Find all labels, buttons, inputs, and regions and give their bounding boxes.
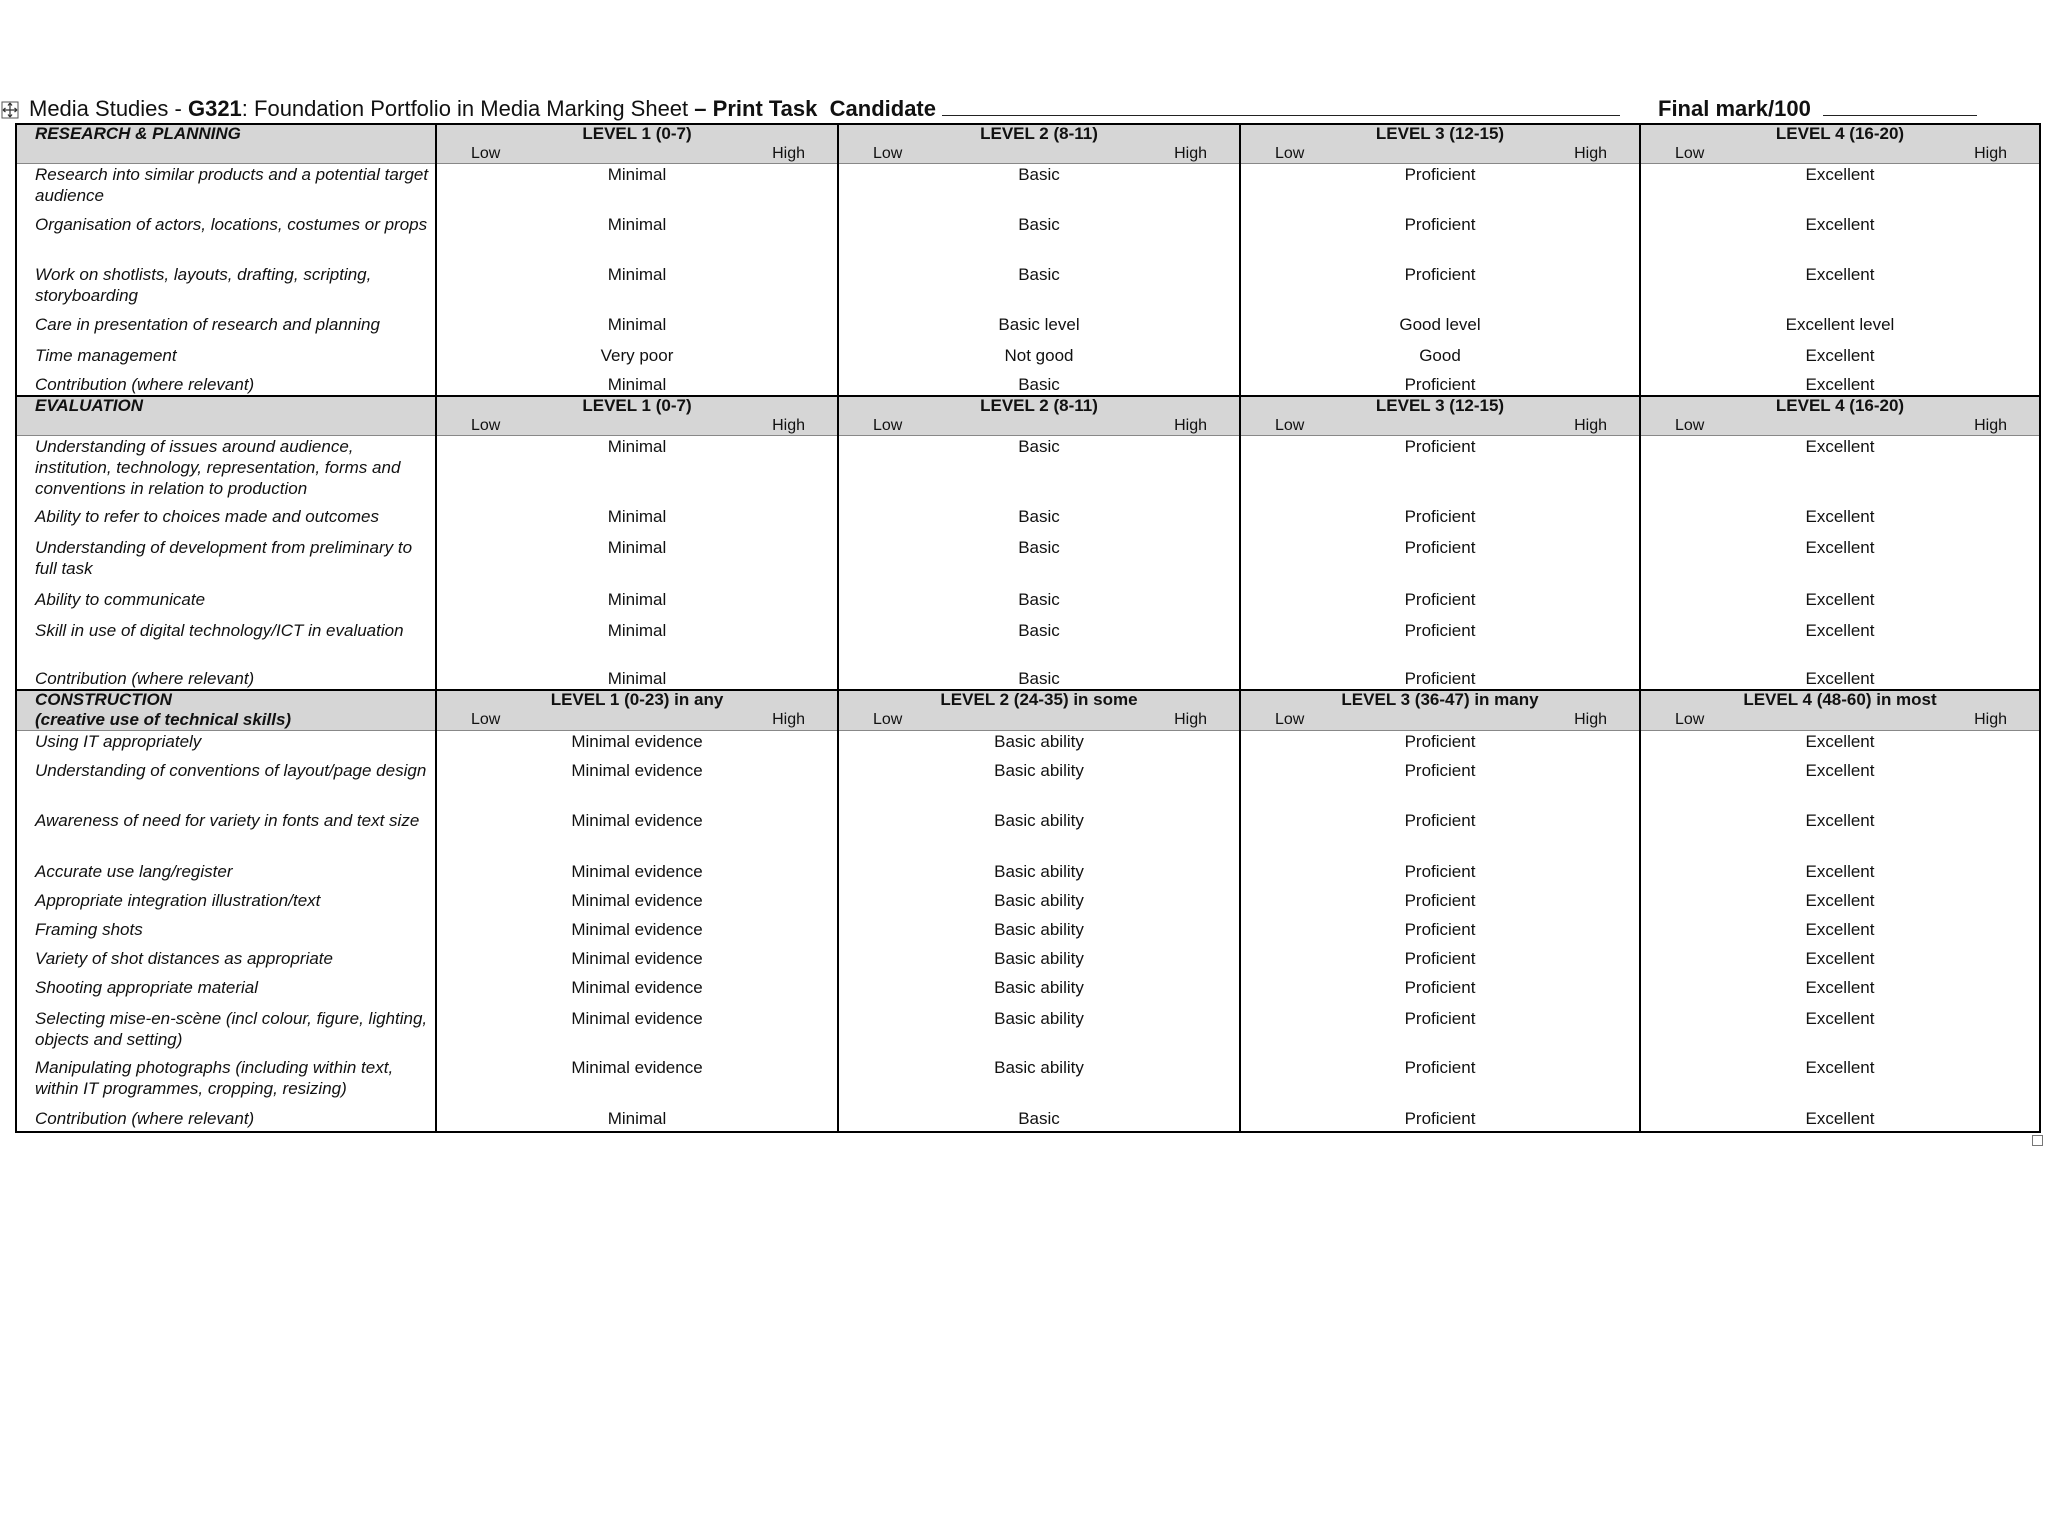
criterion-label: Awareness of need for variety in fonts and text size — [16, 810, 436, 861]
criterion-row — [16, 164, 2040, 214]
level-descriptor-cell[interactable]: Excellent — [1640, 861, 2040, 890]
title-task: Print Task — [712, 96, 818, 121]
level-descriptor-cell[interactable]: Excellent — [1640, 264, 2040, 314]
level-descriptor-cell[interactable]: Basic — [838, 620, 1240, 668]
criterion-label: Contribution (where relevant) — [16, 668, 436, 690]
low-label: Low — [873, 416, 903, 434]
level-descriptor-cell[interactable]: Minimal — [436, 374, 838, 396]
level-descriptor-cell[interactable]: Very poor — [436, 345, 838, 374]
level-descriptor-cell[interactable]: Excellent — [1640, 374, 2040, 396]
criterion-label: Accurate use lang/register — [16, 861, 436, 890]
high-label: High — [772, 711, 805, 728]
level-descriptor-cell[interactable]: Basic ability — [838, 890, 1240, 919]
level-descriptor-cell[interactable]: Minimal evidence — [436, 861, 838, 890]
final-mark-label: Final mark/100 — [1658, 96, 1811, 121]
level-descriptor-cell[interactable]: Minimal evidence — [436, 731, 838, 760]
level-descriptor-cell[interactable]: Excellent — [1640, 760, 2040, 810]
low-label: Low — [873, 711, 903, 728]
criterion-row — [16, 668, 2040, 690]
criterion-row — [16, 214, 2040, 264]
level-descriptor-cell[interactable]: Excellent — [1640, 1008, 2040, 1057]
level-header-cell — [838, 690, 1240, 731]
level-descriptor-cell[interactable]: Good level — [1240, 314, 1640, 345]
level-descriptor-cell[interactable]: Good — [1240, 345, 1640, 374]
level-descriptor-cell[interactable]: Minimal — [436, 668, 838, 690]
level-descriptor-cell[interactable]: Minimal evidence — [436, 919, 838, 948]
level-descriptor-cell[interactable]: Basic — [838, 264, 1240, 314]
level-header-cell — [1240, 690, 1640, 731]
level-descriptor-cell[interactable]: Proficient — [1240, 506, 1640, 537]
level-descriptor-cell[interactable]: Excellent — [1640, 620, 2040, 668]
level-descriptor-cell[interactable]: Minimal — [436, 264, 838, 314]
level-descriptor-cell[interactable]: Proficient — [1240, 435, 1640, 506]
level-descriptor-cell[interactable]: Minimal — [436, 620, 838, 668]
section-header-row — [16, 124, 2040, 164]
level-header-cell — [436, 690, 838, 731]
level-descriptor-cell[interactable]: Minimal evidence — [436, 1057, 838, 1108]
level-descriptor-cell[interactable]: Minimal — [436, 214, 838, 264]
criterion-label: Care in presentation of research and planning — [16, 314, 436, 345]
high-label: High — [1174, 145, 1207, 162]
level-descriptor-cell[interactable]: Proficient — [1240, 374, 1640, 396]
level-header-cell — [1640, 690, 2040, 731]
level-title: LEVEL 3 (36-47) in many — [1341, 690, 1539, 709]
final-mark — [1658, 96, 1977, 122]
high-label: High — [1574, 711, 1607, 728]
level-title: LEVEL 4 (16-20) — [1775, 124, 1905, 143]
criterion-label: Work on shotlists, layouts, drafting, scripting, storyboarding — [16, 264, 436, 314]
level-descriptor-cell[interactable]: Excellent — [1640, 345, 2040, 374]
level-descriptor-cell[interactable]: Excellent — [1640, 164, 2040, 214]
level-descriptor-cell[interactable]: Basic — [838, 164, 1240, 214]
title-code: G321 — [187, 96, 242, 121]
low-label: Low — [471, 711, 501, 728]
criterion-row — [16, 506, 2040, 537]
section-header-row — [16, 396, 2040, 436]
level-descriptor-cell[interactable]: Proficient — [1240, 264, 1640, 314]
level-header-cell — [1640, 124, 2040, 164]
level-title: LEVEL 2 (8-11) — [980, 395, 1098, 415]
high-label: High — [772, 416, 805, 434]
level-descriptor-cell[interactable]: Proficient — [1240, 948, 1640, 977]
level-descriptor-cell[interactable]: Basic ability — [838, 1008, 1240, 1057]
level-descriptor-cell[interactable]: Excellent — [1640, 435, 2040, 506]
level-descriptor-cell[interactable]: Proficient — [1240, 537, 1640, 589]
level-header-cell — [436, 396, 838, 436]
level-header-cell — [1240, 124, 1640, 164]
criterion-label: Contribution (where relevant) — [16, 374, 436, 396]
high-label: High — [1974, 711, 2007, 728]
level-descriptor-cell[interactable]: Minimal — [436, 314, 838, 345]
candidate-name-line[interactable] — [942, 97, 1620, 116]
low-label: Low — [1675, 145, 1705, 162]
criterion-row — [16, 919, 2040, 948]
criterion-row — [16, 620, 2040, 668]
criterion-label: Shooting appropriate material — [16, 977, 436, 1008]
level-header-cell — [1240, 396, 1640, 436]
criterion-row — [16, 264, 2040, 314]
low-label: Low — [471, 416, 501, 434]
criterion-row — [16, 760, 2040, 810]
criterion-label: Understanding of issues around audience, institution, technology, representation, forms and conventions in relation to production — [16, 435, 436, 506]
criterion-label: Contribution (where relevant) — [16, 1108, 436, 1132]
level-title: LEVEL 4 (16-20) — [1775, 395, 1905, 415]
level-descriptor-cell[interactable]: Minimal — [436, 506, 838, 537]
criterion-label: Selecting mise-en-scène (incl colour, figure, lighting, objects and setting) — [16, 1008, 436, 1057]
level-title: LEVEL 2 (8-11) — [980, 124, 1098, 143]
level-descriptor-cell[interactable]: Proficient — [1240, 1057, 1640, 1108]
criterion-row — [16, 1057, 2040, 1108]
level-descriptor-cell[interactable]: Basic ability — [838, 948, 1240, 977]
level-descriptor-cell[interactable]: Basic ability — [838, 977, 1240, 1008]
criterion-row — [16, 890, 2040, 919]
level-descriptor-cell[interactable]: Proficient — [1240, 620, 1640, 668]
level-descriptor-cell[interactable]: Minimal — [436, 1108, 838, 1132]
section-title-cell — [16, 690, 436, 731]
candidate-label: Candidate — [829, 96, 936, 121]
low-label: Low — [1275, 711, 1305, 728]
level-header-cell — [1640, 396, 2040, 436]
level-descriptor-cell[interactable]: Basic level — [838, 314, 1240, 345]
document-title-line — [0, 96, 2048, 122]
criterion-row — [16, 731, 2040, 760]
level-descriptor-cell[interactable]: Minimal evidence — [436, 1008, 838, 1057]
level-descriptor-cell[interactable]: Excellent — [1640, 1108, 2040, 1132]
level-descriptor-cell[interactable]: Minimal evidence — [436, 810, 838, 861]
level-title: LEVEL 3 (12-15) — [1375, 124, 1505, 143]
level-descriptor-cell[interactable]: Excellent — [1640, 948, 2040, 977]
level-descriptor-cell[interactable]: Basic — [838, 589, 1240, 620]
level-header-cell — [838, 124, 1240, 164]
level-descriptor-cell[interactable]: Minimal — [436, 589, 838, 620]
criterion-label: Appropriate integration illustration/text — [16, 890, 436, 919]
level-descriptor-cell[interactable]: Basic — [838, 374, 1240, 396]
criterion-row — [16, 1008, 2040, 1057]
criterion-row — [16, 861, 2040, 890]
level-header-cell — [436, 124, 838, 164]
criterion-label: Research into similar products and a potential target audience — [16, 164, 436, 214]
level-descriptor-cell[interactable]: Minimal — [436, 164, 838, 214]
level-descriptor-cell[interactable]: Excellent — [1640, 589, 2040, 620]
low-label: Low — [1675, 711, 1705, 728]
level-descriptor-cell[interactable]: Excellent — [1640, 537, 2040, 589]
criterion-row — [16, 948, 2040, 977]
level-descriptor-cell[interactable]: Proficient — [1240, 668, 1640, 690]
level-title: LEVEL 1 (0-23) in any — [550, 690, 724, 709]
level-descriptor-cell[interactable]: Proficient — [1240, 731, 1640, 760]
level-descriptor-cell[interactable]: Excellent — [1640, 919, 2040, 948]
level-descriptor-cell[interactable]: Proficient — [1240, 589, 1640, 620]
criterion-label: Understanding of development from preliminary to full task — [16, 537, 436, 589]
high-label: High — [1574, 145, 1607, 162]
level-descriptor-cell[interactable]: Excellent — [1640, 731, 2040, 760]
level-descriptor-cell[interactable]: Minimal evidence — [436, 948, 838, 977]
section-title-cell — [16, 396, 436, 436]
criterion-row — [16, 589, 2040, 620]
level-descriptor-cell[interactable]: Basic — [838, 214, 1240, 264]
level-title: LEVEL 4 (48-60) in most — [1743, 690, 1937, 709]
section-title-cell — [16, 124, 436, 164]
criterion-label: Ability to refer to choices made and outcomes — [16, 506, 436, 537]
level-title: LEVEL 1 (0-7) — [582, 395, 692, 415]
low-label: Low — [1675, 416, 1705, 434]
level-title: LEVEL 3 (12-15) — [1375, 395, 1505, 415]
level-descriptor-cell[interactable]: Proficient — [1240, 861, 1640, 890]
low-label: Low — [1275, 145, 1305, 162]
level-descriptor-cell[interactable]: Proficient — [1240, 919, 1640, 948]
criterion-label: Skill in use of digital technology/ICT in evaluation — [16, 620, 436, 668]
level-descriptor-cell[interactable]: Proficient — [1240, 810, 1640, 861]
level-descriptor-cell[interactable]: Basic ability — [838, 731, 1240, 760]
level-descriptor-cell[interactable]: Excellent — [1640, 506, 2040, 537]
level-descriptor-cell[interactable]: Proficient — [1240, 1108, 1640, 1132]
level-descriptor-cell[interactable]: Proficient — [1240, 890, 1640, 919]
criterion-row — [16, 314, 2040, 345]
high-label: High — [1174, 416, 1207, 434]
level-descriptor-cell[interactable]: Minimal evidence — [436, 890, 838, 919]
criterion-row — [16, 977, 2040, 1008]
level-descriptor-cell[interactable]: Basic ability — [838, 760, 1240, 810]
title-subject: Media Studies - — [29, 96, 188, 121]
high-label: High — [772, 145, 805, 162]
section-title: RESEARCH & PLANNING — [35, 124, 241, 143]
marking-sheet-table — [15, 123, 2041, 1133]
criterion-label: Time management — [16, 345, 436, 374]
level-descriptor-cell[interactable]: Excellent — [1640, 810, 2040, 861]
level-descriptor-cell[interactable]: Basic — [838, 435, 1240, 506]
criterion-row — [16, 810, 2040, 861]
level-descriptor-cell[interactable]: Proficient — [1240, 1008, 1640, 1057]
level-descriptor-cell[interactable]: Proficient — [1240, 977, 1640, 1008]
level-descriptor-cell[interactable]: Basic — [838, 506, 1240, 537]
level-descriptor-cell[interactable]: Minimal — [436, 537, 838, 589]
table-resize-handle[interactable] — [2032, 1135, 2043, 1146]
level-descriptor-cell[interactable]: Basic ability — [838, 919, 1240, 948]
criterion-label: Variety of shot distances as appropriate — [16, 948, 436, 977]
low-label: Low — [471, 145, 501, 162]
sheet-title — [29, 96, 1620, 122]
level-descriptor-cell[interactable]: Minimal evidence — [436, 760, 838, 810]
level-descriptor-cell[interactable]: Basic ability — [838, 861, 1240, 890]
low-label: Low — [873, 145, 903, 162]
high-label: High — [1974, 145, 2007, 162]
level-descriptor-cell[interactable]: Basic ability — [838, 1057, 1240, 1108]
criterion-label: Manipulating photographs (including within text, within IT programmes, cropping, resizing) — [16, 1057, 436, 1108]
level-descriptor-cell[interactable]: Basic — [838, 537, 1240, 589]
level-header-cell — [838, 396, 1240, 436]
level-descriptor-cell[interactable]: Not good — [838, 345, 1240, 374]
criterion-row — [16, 537, 2040, 589]
final-mark-line[interactable] — [1823, 97, 1977, 116]
criterion-row — [16, 1108, 2040, 1132]
level-descriptor-cell[interactable]: Proficient — [1240, 760, 1640, 810]
level-descriptor-cell[interactable]: Basic — [838, 668, 1240, 690]
level-descriptor-cell[interactable]: Minimal — [436, 435, 838, 506]
criterion-row — [16, 374, 2040, 396]
level-descriptor-cell[interactable]: Excellent — [1640, 890, 2040, 919]
section-title: EVALUATION — [35, 395, 143, 415]
low-label: Low — [1275, 416, 1305, 434]
section-title: CONSTRUCTION — [35, 690, 172, 709]
high-label: High — [1174, 711, 1207, 728]
criterion-label: Framing shots — [16, 919, 436, 948]
high-label: High — [1974, 416, 2007, 434]
level-descriptor-cell[interactable]: Excellent — [1640, 668, 2040, 690]
level-descriptor-cell[interactable]: Excellent — [1640, 1057, 2040, 1108]
level-descriptor-cell[interactable]: Minimal evidence — [436, 977, 838, 1008]
criterion-label: Organisation of actors, locations, costumes or props — [16, 214, 436, 264]
criterion-row — [16, 345, 2040, 374]
high-label: High — [1574, 416, 1607, 434]
level-descriptor-cell[interactable]: Excellent level — [1640, 314, 2040, 345]
criterion-row — [16, 435, 2040, 506]
title-description: : Foundation Portfolio in Media Marking Sheet — [241, 96, 689, 121]
level-title: LEVEL 1 (0-7) — [582, 124, 692, 143]
level-descriptor-cell[interactable]: Proficient — [1240, 164, 1640, 214]
title-dash: – — [694, 96, 707, 121]
criterion-label: Ability to communicate — [16, 589, 436, 620]
table-move-handle-icon[interactable] — [0, 100, 20, 120]
criterion-label: Using IT appropriately — [16, 731, 436, 760]
criterion-label: Understanding of conventions of layout/page design — [16, 760, 436, 810]
level-descriptor-cell[interactable]: Excellent — [1640, 977, 2040, 1008]
level-descriptor-cell[interactable]: Excellent — [1640, 214, 2040, 264]
level-descriptor-cell[interactable]: Basic — [838, 1108, 1240, 1132]
level-descriptor-cell[interactable]: Basic ability — [838, 810, 1240, 861]
section-subtitle: (creative use of technical skills) — [35, 710, 292, 729]
section-header-row — [16, 690, 2040, 731]
level-descriptor-cell[interactable]: Proficient — [1240, 214, 1640, 264]
level-title: LEVEL 2 (24-35) in some — [940, 690, 1138, 709]
